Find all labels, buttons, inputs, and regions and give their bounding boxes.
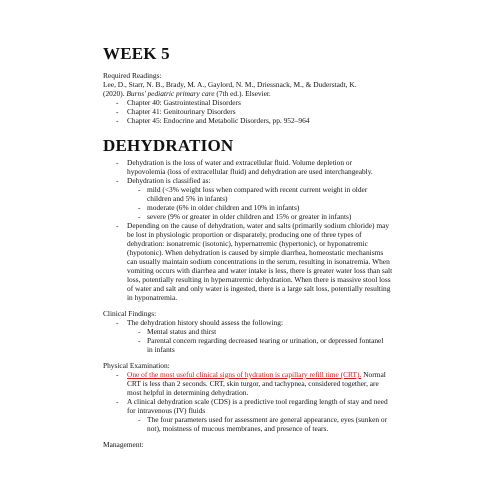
dash-bullet: - — [116, 221, 119, 230]
types-line: (hypotonic). When dehydration is caused by simple diarrhea, homeostatic mechanisms — [127, 248, 384, 257]
moderate-item: moderate (6% in older children and 10% in infants) — [147, 203, 300, 212]
citation-line-1: Lee, D., Starr, N. B., Brady, M. A., Gaylord, N. M., Driessnack, M., & Duderstadt, K. — [103, 80, 357, 89]
definition-line-2: hypovolemia (loss of extracellular fluid) and dehydration are used interchangeably. — [127, 167, 373, 176]
types-line: in hyponatremia. — [127, 293, 178, 302]
mild-line-1: mild (<3% weight loss when compared with recent current weight in older — [147, 185, 368, 194]
chapter-item: Chapter 45: Endocrine and Metabolic Disorders, pp. 952–964 — [127, 116, 310, 125]
dash-bullet: - — [116, 158, 119, 167]
dash-bullet: - — [138, 185, 141, 194]
section-title: DEHYDRATION — [103, 136, 234, 155]
types-line: dehydration: isonatremic (isotonic), hypernatremic (hypertonic), or hyponatremic — [127, 239, 368, 248]
readings-label: Required Readings: — [103, 71, 162, 80]
types-line: can usually maintain sodium concentrations in the serum, resulting in isonatremia. When — [127, 257, 390, 266]
types-line: of water and salt and only water is ingested, there is a large salt loss, potentially resulting — [127, 284, 391, 293]
dash-bullet: - — [116, 107, 119, 116]
dash-bullet: - — [116, 176, 119, 185]
physical-exam-label: Physical Examination: — [103, 361, 170, 370]
types-line: loss, potentially resulting in hypernatremic dehydration. When there is massive stool loss — [127, 275, 391, 284]
parameters-line-1: The four parameters used for assessment are general appearance, eyes (sunken or — [147, 415, 388, 424]
dash-bullet: - — [116, 397, 119, 406]
definition-line-1: Dehydration is the loss of water and extracellular fluid. Volume depletion or — [127, 158, 353, 167]
dash-bullet: - — [138, 203, 141, 212]
dash-bullet: - — [138, 212, 141, 221]
history-item: The dehydration history should assess the following: — [127, 318, 284, 327]
dash-bullet: - — [116, 318, 119, 327]
cds-line-1: A clinical dehydration scale (CDS) is a predictive tool regarding length of stay and need — [127, 397, 388, 406]
types-line: be lost in physiologic proportion or disparately, producing one of three types of — [127, 230, 362, 239]
dash-bullet: - — [116, 370, 119, 379]
management-label: Management: — [103, 440, 144, 449]
parental-concern-line-1: Parental concern regarding decreased tearing or urination, or depressed fontanel — [147, 336, 384, 345]
dash-bullet: - — [116, 116, 119, 125]
dash-bullet: - — [138, 336, 141, 345]
mild-line-2: children and 5% in infants) — [147, 194, 228, 203]
types-line: vomiting occurs with diarrhea and water intake is less, there is greater water loss than salt — [127, 266, 393, 275]
classification-label: Dehydration is classified as: — [127, 176, 211, 185]
book-title: Burns' pediatric primary care — [126, 89, 215, 98]
dash-bullet: - — [116, 98, 119, 107]
citation-line-2: (2020). Burns' pediatric primary care (7th ed.). Elsevier. — [103, 89, 271, 98]
crt-line-1: One of the most useful clinical signs of hydration is capillary refill time (CRT). Normal — [127, 370, 386, 379]
crt-line-3: most helpful in determining dehydration. — [127, 388, 249, 397]
chapter-item: Chapter 41: Genitourinary Disorders — [127, 107, 236, 116]
dash-bullet: - — [138, 327, 141, 336]
crt-line-2: CRT is less than 2 seconds. CRT, skin turgor, and tachypnea, considered together, are — [127, 379, 379, 388]
crt-highlight: One of the most useful clinical signs of hydration is capillary refill time (CRT). — [127, 370, 362, 379]
cds-line-2: for intravenous (IV) fluids — [127, 406, 206, 415]
parental-concern-line-2: in infants — [147, 345, 175, 354]
mental-status-item: Mental status and thirst — [147, 327, 217, 336]
clinical-findings-label: Clinical Findings: — [103, 309, 157, 318]
parameters-line-2: not), moistness of mucous membranes, and presence of tears. — [147, 424, 329, 433]
types-line: Depending on the cause of dehydration, water and salts (primarily sodium chloride) may — [127, 221, 390, 230]
chapter-item: Chapter 40: Gastrointestinal Disorders — [127, 98, 241, 107]
week-title: WEEK 5 — [103, 44, 170, 63]
severe-item: severe (9% or greater in older children and 15% or greater in infants) — [147, 212, 352, 221]
dash-bullet: - — [138, 415, 141, 424]
